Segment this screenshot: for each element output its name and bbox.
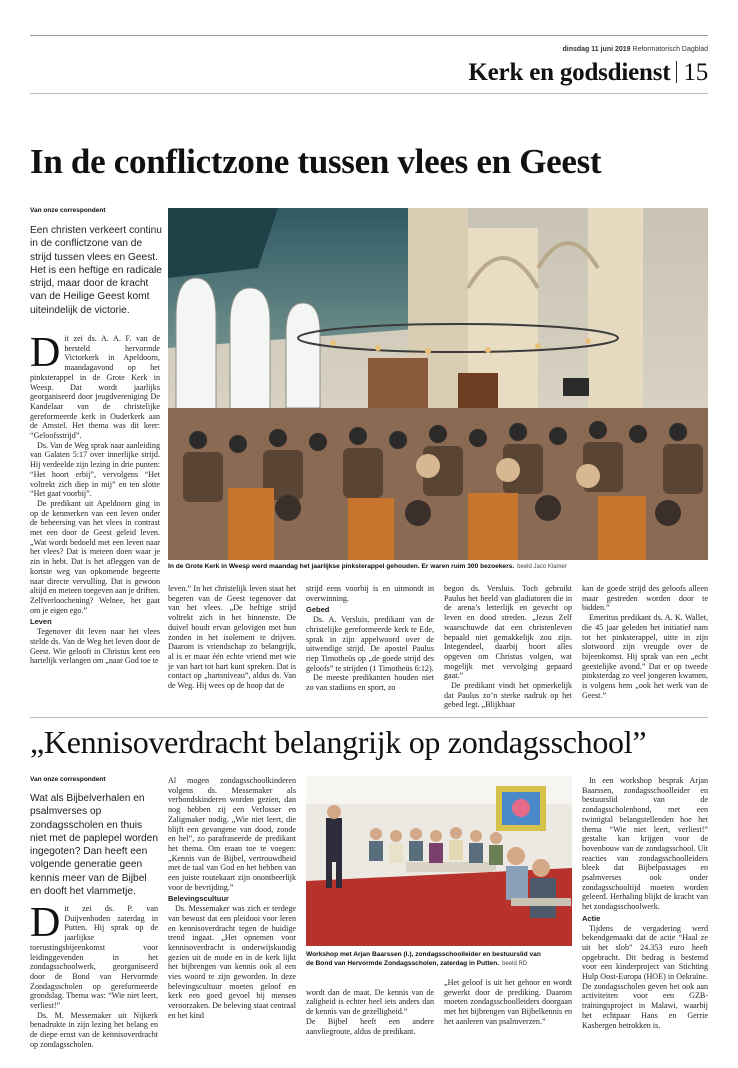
article1-column-3 bbox=[306, 584, 434, 706]
section-divider bbox=[676, 61, 677, 83]
article2-col5-paragraph: Tijdens de vergadering werd bekendgemaakt dat de actie “Haal ze uit het slob” 24.353 euro heeft opgebracht. Dit bedrag is bestemd voor een kinderproject van Stichting Hulp Oost-Europa (HOE) in Oekraïne. De zondagsscholen geven het ook aan activiteiten voor een GZB-trainingsproject in Malawi, waarbij het echtpaar Hans en Gerrie Kasbergen betrokken is. bbox=[582, 923, 708, 1030]
article2-byline: Van onze correspondent bbox=[30, 776, 106, 783]
article2-col4-paragraph: „Het geloof is uit het gehoor en wordt gewerkt door de prediking. Daarom moeten zondagsschoolleiders doorgaan met het bijbrengen van Bijbelkennis en het aanleren van psalmverzen.” bbox=[444, 978, 572, 1026]
article2-col1-paragraph: Ds. M. Messemaker uit Nijkerk benadrukte in zijn lezing het belang en de diepe ernst van de kennisoverdracht op zondagsscholen. bbox=[30, 1010, 158, 1049]
article1-col3-paragraph: De meeste predikanten houden niet zo van stadions en sport, zo bbox=[306, 673, 434, 693]
article2-col5-paragraph: In een workshop besprak Arjan Baarssen, zondagsschoolleider en bestuurslid van de zondagsscholenbond, met een twintigtal belangstellenden hoe het thema “Wie niet leert, verliest!” gestalte kan krijgen voor de bovenbouw van de zondagsschool. Uit reacties van zondagsschoolleiders bleek dat Bijbelpassages en psalmverses ook onder zondagsschooltijd moeten worden geleerd. Herhaling blijkt de kracht van het zondagsschoolwerk. bbox=[582, 776, 708, 912]
article2-col1-paragraph: it zei ds. P. van Duijvenboden zaterdag in Putten. Hij sprak op de jaarlijkse toerustingsbijeenkomst voor leidinggevenden in het zondagsschoolwerk, georganiseerd door de Bond van Hervormde Zondagsscholen op gereformeerde grondslag. Thema was: “Wie niet leert, verliest!” bbox=[30, 904, 158, 1011]
article1-col4-paragraph: De predikant vindt het opmerkelijk dat Paulus zo’n sterke nadruk op het gebed legt. „Blijkbaar bbox=[444, 681, 572, 710]
article1-col4-paragraph: begon ds. Versluis. Toch gebruikt Paulus het beeld van gladiatoren die in de arena’s letterlijk en gevecht op leven en dood streden. „Jezus Zelf waarschuwde dat een christenleven bepaald niet gemakkelijk zou zijn. Integendeel, daarbij hoort alles opgeven om Christus volgen, wat mogelijk met vervolging gepaard gaat.” bbox=[444, 584, 572, 681]
article1-photo-credit: beeld Jaco Klamer bbox=[517, 564, 567, 570]
top-rule bbox=[30, 35, 708, 36]
article1-col3-paragraph: Ds. A. Versluis, predikant van de christelijke gereformeerde kerk te Ede, sprak in zijn appelwoord over de uitwendige strijd. De apostel Paulus riep Timotheüs op „de goede strijd des geloofs” te strijden (1 Timotheüs 6:12). bbox=[306, 615, 434, 673]
article2-subheading: Belevingscultuur bbox=[168, 894, 229, 904]
article-divider bbox=[30, 717, 708, 718]
workshop-room-illustration bbox=[306, 776, 572, 946]
date: dinsdag 11 juni 2019 bbox=[562, 46, 631, 53]
article2-lead: Wat als Bijbelverhalen en psalmverses op zondagsscholen en thuis niet met de paplepel worden ingegoten? Dan heeft een volgende generatie geen kennis meer van de Bijbel en dooft het vlammetje. bbox=[30, 793, 158, 898]
church-interior-illustration bbox=[168, 208, 708, 560]
dateline bbox=[430, 46, 708, 53]
article1-col1-paragraph: Ds. Van de Weg sprak naar aanleiding van Galaten 5:17 over innerlijke strijd. Hij verdeelde zijn lezing in drie punten: “Het hoort erbij”, vervolgens “Het voltrekt zich diep in mij” en ten slotte “Het gaat voorbij”. bbox=[30, 440, 160, 499]
article2-column-1 bbox=[30, 900, 158, 1049]
page-number: 15 bbox=[683, 59, 708, 86]
section-rule bbox=[30, 93, 708, 94]
article1-caption bbox=[168, 563, 567, 570]
article1-col2-paragraph: leven.” In het christelijk leven staat het begeren van de Geest tegenover dat van het vlees. „De heftige strijd voltrekt zich in het binnenste. De duivel houdt ervan gelovigen met hun zonden in het isolement te drijven. Daarom is vriendschap zo belangrijk, al is er maar één echte vriend met wie je van hart tot hart kunt spreken. Dat is contact op „hartsniveau”, aldus ds. Van de Weg. Hij wees op de hoop dat de bbox=[168, 584, 296, 691]
article1-column-4 bbox=[444, 584, 572, 710]
article2-photo-credit: beeld RD bbox=[502, 961, 528, 967]
article1-col3-paragraph: strijd eens voorbij is en uitmondt in overwinning. bbox=[306, 584, 434, 603]
article1-lead: Een christen verkeert continu in de conflictzone van de strijd tussen vlees en Geest. Het is een heftige en radicale strijd, maar door de kracht van de Heilige Geest komt uiteindelijk de victorie. bbox=[30, 225, 162, 316]
article2-col2-paragraph: Ds. Messemaker was zich er terdege van bewust dat een pleidooi voor leren en kennisoverdracht tegen de huidige trend ingaat. „Het opnemen voor kennisoverdracht is onderwijskundig gezien uit de mode en in de kerk lijkt het bijbrengen van kennis ook al een vies woord te zijn geworden. In deze belevingscultuur moeten geloof en kerk een goed gevoel bij mensen veroorzaken. De beleving staat centraal en het kind bbox=[168, 904, 296, 1020]
article1-column-2 bbox=[168, 584, 296, 706]
section-title: Kerk en godsdienst bbox=[468, 59, 671, 86]
article2-column-3 bbox=[306, 978, 434, 1034]
article1-byline: Van onze correspondent bbox=[30, 207, 106, 214]
article1-subheading: Leven bbox=[30, 617, 52, 627]
article2-caption-line2: de Bond van Hervormde Zondagsscholen, zaterdag in Putten. bbox=[306, 960, 500, 967]
article1-subheading: Gebed bbox=[306, 605, 330, 615]
article2-column-5 bbox=[582, 776, 708, 1034]
article2-subheading: Actie bbox=[582, 913, 601, 923]
article1-col1-paragraph: Tegenover dit leven naar het vlees stelde ds. Van de Weg het leven door de Geest. Wie gelooft in Christus kent een hartelijk verlangen om „naar God toe te bbox=[30, 627, 160, 666]
article1-col1-paragraph: De predikant uit Apeldoorn ging in op de kenmerken van een leven onder de beheersing van het vlees in contrast met een door de Geest geleid leven. „Wat wordt bedoeld met een leven naar het vlees? Dat is meteen doen waar je zin in hebt. Dat is het afleggen van de kortste weg van opkomende begeerte naar directe vervulling. Dat is gewoon altijd en meteen toegeven aan je driften. Zelfverloochening? Welnee, het gaat om je eigen ego.” bbox=[30, 498, 160, 615]
article1-col1-paragraph: it zei ds. A. A. F. van de hersteld hervormde Victorkerk in Apeldoorn, maandagavond op het pinksterappel in de Grote Kerk in Weesp. Dat wordt jaarlijks georganiseerd door jeugdvereniging De Kandelaar van de christelijke gereformeerde kerk in Ouderkerk aan de Amstel. Het thema was dit keer: “Geloofsstrijd”. bbox=[30, 334, 160, 441]
drop-cap: D bbox=[30, 900, 61, 946]
article2-caption-line1: Workshop met Arjan Baarssen (l.), zondagsschoolleider en bestuurslid van bbox=[306, 951, 541, 958]
workshop-photo bbox=[306, 776, 572, 946]
article2-column-2 bbox=[168, 776, 296, 1034]
article1-column-1 bbox=[30, 330, 160, 706]
article1-column-5 bbox=[582, 584, 708, 706]
article1-col5-paragraph: kan de goede strijd des geloofs alleen maar gestreden worden door te bidden.” bbox=[582, 584, 708, 613]
drop-cap: D bbox=[30, 330, 61, 376]
article2-column-4 bbox=[444, 978, 572, 1034]
section-header bbox=[330, 59, 708, 87]
article1-caption-text: In de Grote Kerk in Weesp werd maandag het jaarlijkse pinksterappel gehouden. Er waren ruim 300 bezoekers. bbox=[168, 563, 515, 570]
article2-caption bbox=[306, 950, 541, 969]
article2-headline: „Kennisoverdracht belangrijk op zondagsschool” bbox=[30, 724, 647, 760]
article2-col3-paragraph: wordt dan de maat. De kennis van de zaligheid is echter heel iets anders dan de kennis van de gezelligheid.” De Bijbel heeft een andere aanvliegroute, aldus de predikant. bbox=[306, 987, 434, 1036]
church-photo bbox=[168, 208, 708, 560]
paper-name: Reformatorisch Dagblad bbox=[632, 46, 708, 53]
article1-headline: In de conflictzone tussen vlees en Geest bbox=[30, 142, 602, 181]
article1-col5-paragraph: Emeritus predikant ds. A. K. Wallet, die 45 jaar geleden het initiatief nam tot het pinksterappel, uitte in zijn slotwoord zijn vreugde over de bijeenkomst. Hij sprak van een „echt geestelijke avond.” Dat er op tweede pinksterdag zo veel jongeren kwamen, is volgens hem „ook het werk van de Geest.” bbox=[582, 613, 708, 700]
article2-col2-paragraph: Al mogen zondagsschoolkinderen volgens ds. Messemaker als verbondskinderen worden gezien, dan nog hebben zij een Verlosser en Zaligmaker nodig. „Wie niet leert, die blijft een gevangene van dood, zonde en hel”, zo parafraseerde de predikant het thema. Om eraan toe te voegen: „Kennis van de Bijbel, vertrouwdheid met de taal van God en het hebben van een juiste routekaart zijn onontbeerlijk voor de bevrijding.” bbox=[168, 776, 296, 892]
